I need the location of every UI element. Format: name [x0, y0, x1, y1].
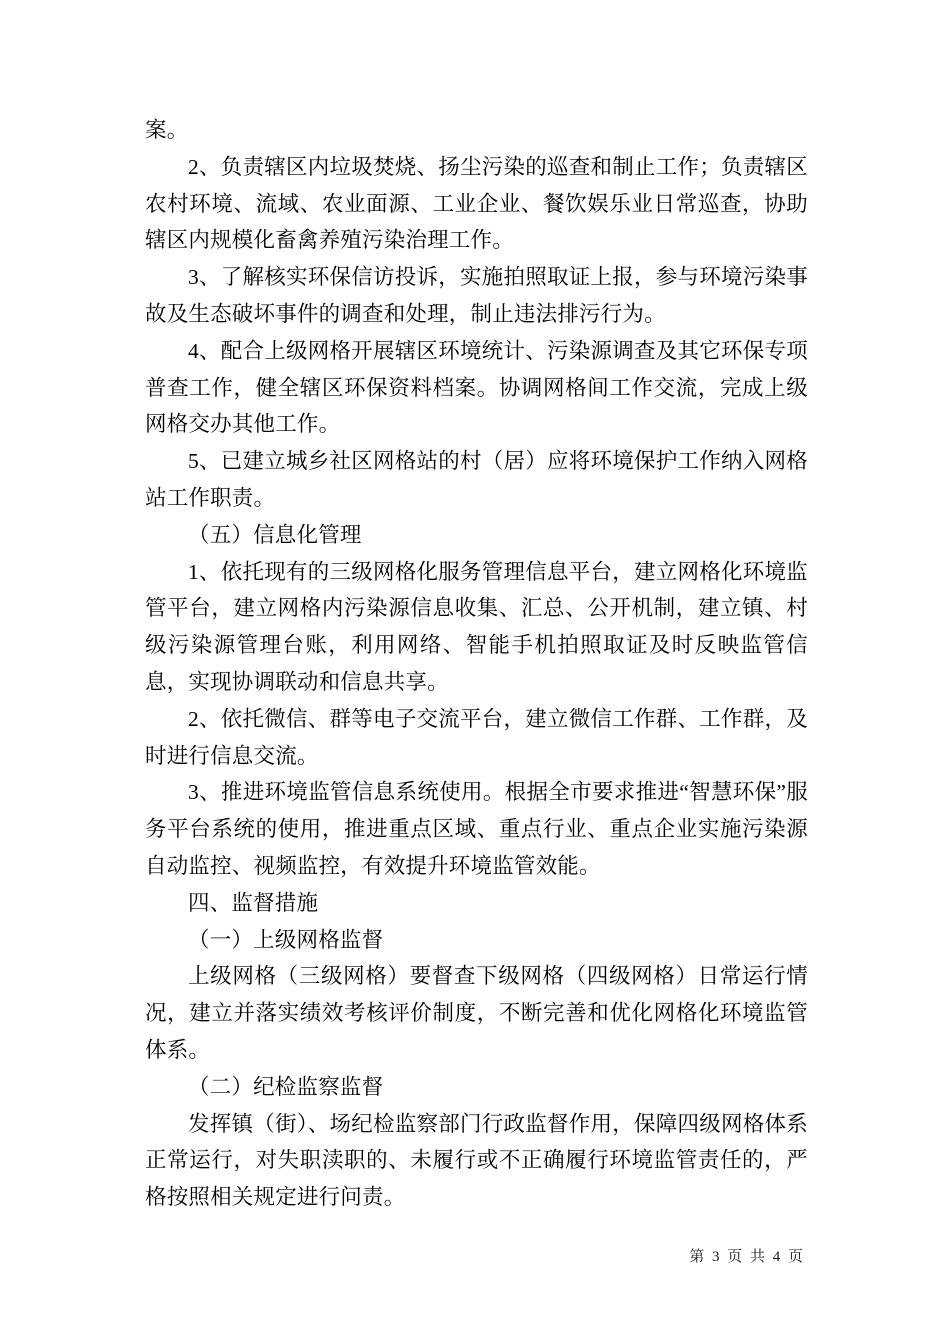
- page-footer: [689, 1245, 805, 1266]
- paragraph: （一）上级网格监督: [188, 927, 384, 952]
- paragraph: 发挥镇（街）、场纪检监察部门行政监督作用，保障四级网格体系正常运行，对失职渎职的、未履行或不正确履行环境监管责任的，严格按照相关规定进行问责。: [145, 1111, 808, 1210]
- paragraph: （五）信息化管理: [188, 522, 362, 547]
- document-body: [145, 112, 808, 1216]
- paragraph: 四、监督措施: [188, 890, 319, 915]
- paragraph: 上级网格（三级网格）要督查下级网格（四级网格）日常运行情况，建立并落实绩效考核评价制度，不断完善和优化网格化环境监管体系。: [145, 964, 808, 1062]
- page-number-label: 第 3 页 共 4 页: [689, 1249, 805, 1265]
- paragraph: 4、配合上级网格开展辖区环境统计、污染源调查及其它环保专项普查工作，健全辖区环保资料档案。协调网格间工作交流，完成上级网格交办其他工作。: [145, 338, 808, 437]
- paragraph: 1、依托现有的三级网格化服务管理信息平台，建立网格化环境监管平台，建立网格内污染源信息收集、汇总、公开机制，建立镇、村级污染源管理台账，利用网络、智能手机拍照取证及时反映监管信息，实现协调联动和信息共享。: [145, 559, 808, 694]
- paragraph: 3、了解核实环保信访投诉，实施拍照取证上报，参与环境污染事故及生态破坏事件的调查和处理，制止违法排污行为。: [145, 265, 808, 326]
- paragraph: 5、已建立城乡社区网格站的村（居）应将环境保护工作纳入网格站工作职责。: [145, 449, 808, 510]
- paragraph: 2、负责辖区内垃圾焚烧、扬尘污染的巡查和制止工作；负责辖区农村环境、流域、农业面源、工业企业、餐饮娱乐业日常巡查，协助辖区内规模化畜禽养殖污染治理工作。: [145, 154, 808, 253]
- paragraph: 3、推进环境监管信息系统使用。根据全市要求推进“智慧环保”服务平台系统的使用，推进重点区域、重点行业、重点企业实施污染源自动监控、视频监控，有效提升环境监管效能。: [145, 780, 808, 878]
- paragraph: （二）纪检监察监督: [188, 1074, 384, 1099]
- paragraph: 2、依托微信、群等电子交流平台，建立微信工作群、工作群，及时进行信息交流。: [145, 706, 808, 768]
- paragraph: 案。: [145, 118, 189, 142]
